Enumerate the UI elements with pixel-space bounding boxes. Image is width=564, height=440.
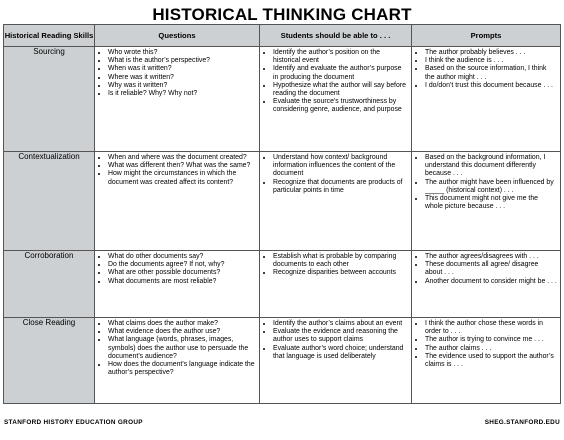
prompts-cell	[412, 251, 561, 318]
prompts-list	[412, 320, 560, 369]
list-item: • What is the author’s perspective?	[108, 57, 256, 65]
list-item: • I think the author chose these words in order to . . .	[425, 320, 557, 336]
questions-list	[95, 253, 259, 286]
list-item: • This document might not give me the whole picture because . . .	[425, 195, 557, 211]
header-skill: Historical Reading Skills	[4, 25, 95, 47]
skill-cell: Close Reading	[4, 318, 95, 404]
header-students: Students should be able to . . .	[260, 25, 412, 47]
skill-cell: Sourcing	[4, 47, 95, 152]
prompts-cell	[412, 152, 561, 251]
list-item: • What was different then? What was the same?	[108, 162, 256, 170]
list-item: • Evaluate author’s word choice; understand that language is used deliberately	[273, 345, 408, 361]
table-row-corroboration	[4, 251, 561, 318]
header-questions: Questions	[95, 25, 260, 47]
table-row-close-reading	[4, 318, 561, 404]
list-item: • Establish what is probable by comparing documents to each other	[273, 253, 408, 269]
list-item: • What do other documents say?	[108, 253, 256, 261]
table-row-contextualization	[4, 152, 561, 251]
list-item: • Identify the author’s position on the historical event	[273, 49, 408, 65]
list-item: • What documents are most reliable?	[108, 278, 256, 286]
list-item: • Hypothesize what the author will say before reading the document	[273, 82, 408, 98]
list-item: • The author agrees/disagrees with . . .	[425, 253, 557, 261]
questions-list	[95, 49, 259, 98]
list-item: • When was it written?	[108, 65, 256, 73]
list-item: • How does the document’s language indicate the author’s perspective?	[108, 361, 256, 377]
list-item: • Is it reliable? Why? Why not?	[108, 90, 256, 98]
list-item: • What are other possible documents?	[108, 269, 256, 277]
list-item: • Understand how context/ background information influences the content of the document	[273, 154, 408, 179]
list-item: • The author claims . . .	[425, 345, 557, 353]
list-item: • Evaluate the evidence and reasoning the author uses to support claims	[273, 328, 408, 344]
page-title: HISTORICAL THINKING CHART	[152, 5, 412, 24]
footer-organization: STANFORD HISTORY EDUCATION GROUP	[4, 419, 143, 426]
students-list	[260, 320, 411, 361]
students-list	[260, 253, 411, 278]
list-item: • I think the audience is . . .	[425, 57, 557, 65]
list-item: • Based on the background information, I understand this document differently because . . .	[425, 154, 557, 179]
students-cell	[260, 318, 412, 404]
list-item: • What claims does the author make?	[108, 320, 256, 328]
list-item: • Recognize that documents are products of particular points in time	[273, 179, 408, 195]
students-cell	[260, 152, 412, 251]
list-item: • When and where was the document created?	[108, 154, 256, 162]
list-item: • Where was it written?	[108, 74, 256, 82]
header-prompts: Prompts	[412, 25, 561, 47]
prompts-cell	[412, 318, 561, 404]
list-item: • The evidence used to support the author’s claims is . . .	[425, 353, 557, 369]
prompts-list	[412, 154, 560, 211]
list-item: • I do/don’t trust this document because . . .	[425, 82, 557, 90]
questions-cell	[95, 47, 260, 152]
list-item: • These documents all agree/ disagree about . . .	[425, 261, 557, 277]
list-item: • The author is trying to convince me . . .	[425, 336, 557, 344]
prompts-list	[412, 49, 560, 90]
list-item: • Identify the author’s claims about an event	[273, 320, 408, 328]
questions-list	[95, 154, 259, 187]
list-item: • Evaluate the source’s trustworthiness by considering genre, audience, and purpose	[273, 98, 408, 114]
list-item: • Do the documents agree? If not, why?	[108, 261, 256, 269]
questions-cell	[95, 251, 260, 318]
list-item: • The author might have been influenced by _____ (historical context) . . .	[425, 179, 557, 195]
header-row	[4, 25, 561, 47]
skill-cell: Corroboration	[4, 251, 95, 318]
skill-cell: Contextualization	[4, 152, 95, 251]
questions-list	[95, 320, 259, 377]
list-item: • Recognize disparities between accounts	[273, 269, 408, 277]
prompts-list	[412, 253, 560, 286]
prompts-cell	[412, 47, 561, 152]
questions-cell	[95, 318, 260, 404]
list-item: • The author probably believes . . .	[425, 49, 557, 57]
list-item: • Based on the source information, I think the author might . . .	[425, 65, 557, 81]
table-row-sourcing	[4, 47, 561, 152]
list-item: • Another document to consider might be . . .	[425, 278, 557, 286]
footer-website: SHEG.STANFORD.EDU	[484, 419, 560, 426]
list-item: • What language (words, phrases, images, symbols) does the author use to persuade the document’s audience?	[108, 336, 256, 361]
students-list	[260, 154, 411, 195]
list-item: • How might the circumstances in which the document was created affect its content?	[108, 170, 256, 186]
list-item: • What evidence does the author use?	[108, 328, 256, 336]
students-list	[260, 49, 411, 115]
students-cell	[260, 251, 412, 318]
list-item: • Why was it written?	[108, 82, 256, 90]
questions-cell	[95, 152, 260, 251]
list-item: • Who wrote this?	[108, 49, 256, 57]
list-item: • Identify and evaluate the author’s purpose in producing the document	[273, 65, 408, 81]
students-cell	[260, 47, 412, 152]
historical-thinking-table	[3, 24, 561, 404]
